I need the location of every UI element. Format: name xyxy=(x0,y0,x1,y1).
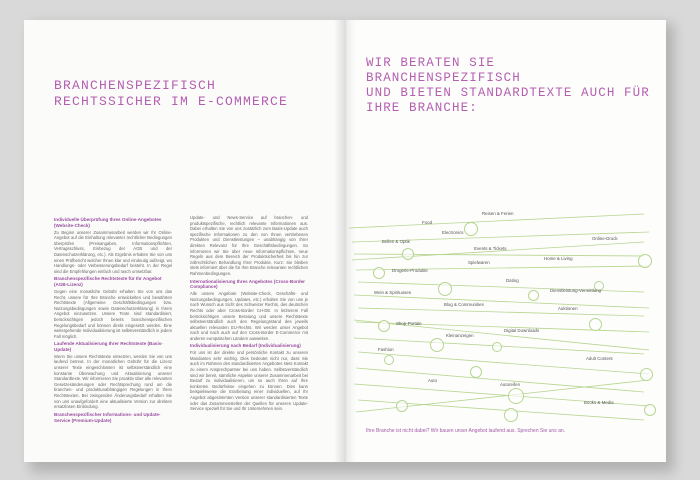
section-text: Für uns ist der direkte und persönliche Kontakt zu unseren Mandanten sehr wichtig. Dies bedeutet nicht nur, dass Sie auch im Rahmen des standardisierten Angebotes stets Kontakt zu einem Ansprechpartner bei uns haben. Selbstverständlich sind wir bereit, sämtliche Aspekte unserer Zusammenarbeit bei Bedarf zu individualisieren, um so auch Ihren auf Ihre konkreten Bedürfnisse eingehen zu können. Dies kann beispielsweise die Erarbeitung einer individuellen, auf Ihr Angebot abgestimmten Version unserer standardisierten Texte oder das Zusammenstellen der Quellen für unseren Update-Service speziell für Sie und Ihr Unternehmen sein. xyxy=(190,350,308,412)
branch-label: Digital Downloads xyxy=(504,328,540,333)
branch-label: Dating xyxy=(506,278,519,283)
branch-label: Kleinanzeigen xyxy=(446,333,474,338)
decor-circle xyxy=(470,366,482,378)
section-text: Zu Beginn unserer Zusammenarbeit werden wir Ihr Online-Angebot auf die Einhaltung relevanter rechtlicher Bedingungen überprüfen (Preisangaben, Informationspflichten, Vertragsschluss, Einbezug der AGB und der Datenschutzerklärung, etc.). Als Ergebnis erhalten Sie von uns einen Prüfbericht welcher Ihnen klar und eindeutig aufzeigt, wo Handlungs- oder Verbesserungsbedarf besteht. In der Regel sind die Empfehlungen einfach und rasch umsetzbar. xyxy=(54,229,172,274)
decor-circle xyxy=(492,342,502,352)
section-text: Wenn Sie unsere Rechtstexte einsetzen, werden Sie von uns laufend betreut. In der monatlichen Gebühr für die Lizenz unserer Texte eingeschlossen ist selbstverständlich eine konstante Überwachung und Aktualisierung unserer Standardtexte. Wir informieren Sie proaktiv über alle relevanten Gesetzesänderungen oder Rechtsprechung rund um die branchen- und produktunabhängigen Regelungen in Ihren Rechtstexten. Bei zwingenden Änderungsbedarf erhalten Sie von uns unaufgefordert eine aktualisierte Version zur direkten ersatzlosen Einbindung. xyxy=(54,353,172,410)
branch-label: Brillen & Optik xyxy=(382,239,410,244)
branch-label: Reisen & Ferien xyxy=(482,211,514,216)
branch-label: Adult Content xyxy=(586,356,613,361)
branch-label: Home & Living xyxy=(544,256,573,261)
left-page-title xyxy=(54,78,314,110)
branch-label: Online-Druck xyxy=(592,236,618,241)
section-heading: Individualisierung nach Bedarf (Individualisierung) xyxy=(190,343,301,349)
left-column-2 xyxy=(190,215,308,414)
branch-label: Fashion xyxy=(378,347,394,352)
decor-circle xyxy=(508,388,524,404)
branch-label: Events & Tickets xyxy=(474,246,507,251)
left-title-line: RECHTSSICHER IM E-COMMERCE xyxy=(54,94,289,109)
branch-label: Blog & Communities xyxy=(444,302,484,307)
left-page xyxy=(24,20,344,462)
branch-label: Wein & Spirituosen xyxy=(374,290,412,295)
branch-label: Auktionen xyxy=(558,306,578,311)
decor-circle xyxy=(438,282,452,296)
branch-label: Drogerie-Produkte xyxy=(392,268,428,273)
branch-label: Books & Media xyxy=(584,400,614,405)
branch-label: Spielwaren xyxy=(468,260,490,265)
branch-label: Food xyxy=(422,220,433,225)
decor-circle xyxy=(430,338,444,352)
section-heading: Branchenspezifische Rechtstexte für Ihr Angebot (AGB-Lizenz) xyxy=(54,276,162,288)
decor-circle xyxy=(402,248,414,260)
branch-label: Autoreifen xyxy=(500,382,521,387)
book-gutter xyxy=(334,20,356,462)
decor-circle xyxy=(640,368,653,381)
right-title-line: WIR BERATEN SIE BRANCHENSPEZIFISCH xyxy=(366,56,521,85)
left-title-line: BRANCHENSPEZIFISCH xyxy=(54,78,217,93)
branch-label: Shop-Portale xyxy=(396,321,422,326)
section-heading: Laufende Aktualisierung Ihrer Rechtstexte (Basis-Update) xyxy=(54,341,163,353)
section-text: Alle unsere Angebote (Website-Check, Geschäfts- und Nutzungsbedingungen, Updates, etc.) erhalten Sie von uns je nach Wunsch aus Sicht des Schweizer Rechts, des deutschen Rechts oder aber Cross-Border CH-DE. In letzterem Fall berücksichtigen unsere Beratung und unsere Rechtstexte selbstverständlich auch den Regelungsstand des jeweils aktuellen relevanten EU-Rechts. Wir werden unser Angebot nach und nach auch auf den Cross-Border E-Commerce mit anderen europäischen Ländern ausweiten. xyxy=(190,291,308,341)
decor-circle xyxy=(638,254,652,268)
decor-circle xyxy=(464,222,478,236)
section-heading: Individuelle Überprüfung Ihres Online-Angebotes (Website-Check) xyxy=(54,217,162,228)
decor-circle xyxy=(373,267,385,279)
decor-circle xyxy=(528,290,539,301)
right-page-footer: Ihre Branche ist nicht dabei? Wir bauen unser Angebot laufend aus. Sprechen Sie uns an. xyxy=(366,428,566,434)
branch-label: Dienstleistung-Vermittlung xyxy=(550,288,602,293)
section-heading: Internationalisierung Ihres Angebotes (Cross-Border Compliance) xyxy=(190,278,305,290)
right-title-line: IHRE BRANCHE: xyxy=(366,101,478,115)
decor-circle xyxy=(644,404,656,416)
decor-circle xyxy=(378,320,390,332)
section-heading: Branchenspezifischer Informations- und Update-Service (Premium-Update) xyxy=(54,411,161,423)
decor-circle xyxy=(504,408,518,422)
branch-label: Auto xyxy=(428,378,438,383)
branch-label: Electronics xyxy=(442,230,464,235)
right-title-line: UND BIETEN STANDARDTEXTE AUCH FÜR xyxy=(366,86,650,100)
decor-circle xyxy=(384,355,394,365)
decor-circle xyxy=(396,400,408,412)
right-page xyxy=(344,20,666,462)
decor-circle xyxy=(589,318,602,331)
section-text: Update- und News-Service auf branchen- und produktspezifische, rechtlich relevante Informationen aus. Dabei erhalten Sie von uns zusätzlich zum Basis-Update auch spezifische Informationen zu den von Ihnen vertriebenen Produkten und Dienstleistungen – unabhängig von Ihrer direkten Relevanz für Ihre Geschäftsbedingungen. So informieren wir Sie über neue Informationspflichten, neue Regeln aus dem Bereich der Produktsicherheit bis hin zur zollrechtlichen Behandlung Ihrer Produkte. Kurz: Sie bleiben stets informiert über die für Ihre Branche relevanten rechtlichen Rahmenbedingungen. xyxy=(190,215,308,276)
section-text: Gegen eine monatliche Gebühr erhalten Sie von uns das Recht, unsere für Ihre Branche entwickelten und bewährten Rechtstexte (Allgemeine Geschäftsbedingungen bzw. Nutzungsbedingungen sowie Datenschutzerklärung) in Ihrem Angebot einzusetzen. Unsere Texte sind standardisiert, berücksichtigen jedoch bereits branchenspezifischen Regelungsbedarf und können direkt eingesetzt werden. Eine weitergehende Individualisierung ist selbstverständlich in jedem Fall möglich. xyxy=(54,288,172,339)
left-column-1 xyxy=(54,215,172,424)
